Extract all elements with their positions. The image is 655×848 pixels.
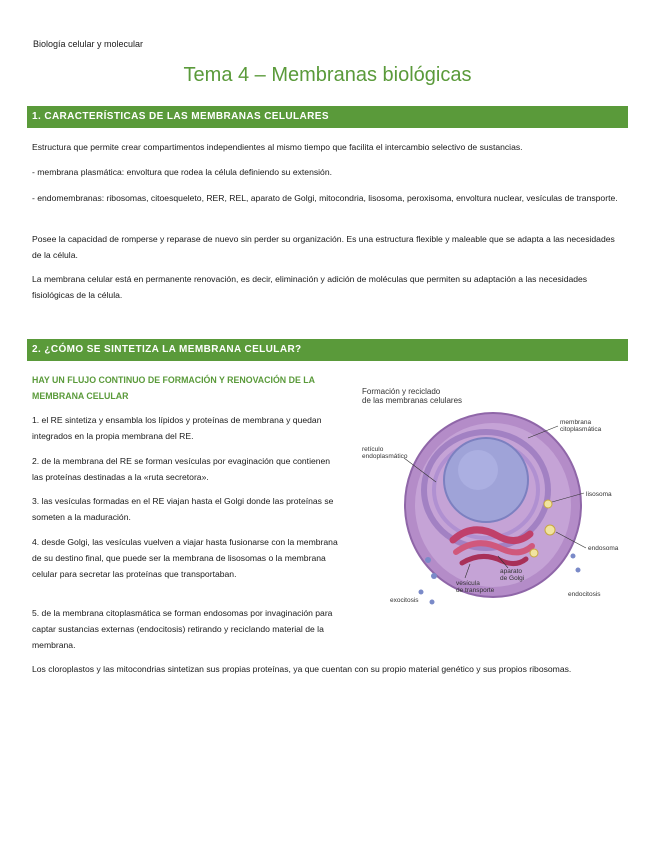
endosome-vesicle	[545, 525, 555, 535]
label-er-line2: endoplasmático	[362, 453, 408, 460]
external-particle	[576, 568, 581, 573]
label-golgi-line2: de Golgi	[500, 575, 525, 582]
label-endosome: endosoma	[588, 545, 619, 552]
secreted-particle	[430, 600, 435, 605]
label-vesicle-line1: vesícula	[456, 580, 480, 587]
step-item: 2. de la membrana del RE se forman vesículas por evaginación que contienen las proteínas destinadas a la «ruta secretora».	[32, 456, 331, 482]
vesicle	[530, 549, 538, 557]
step-item: 3. las vesículas formadas en el RE viajan hasta el Golgi donde las proteínas se someten a la maduración.	[32, 496, 334, 522]
label-er-line1: retículo	[362, 446, 384, 453]
figure-title-line1: Formación y reciclado	[362, 387, 441, 396]
nucleolus	[458, 450, 498, 490]
external-particle	[571, 554, 576, 559]
section-2-closing: Los cloroplastos y las mitocondrias sintetizan sus propias proteínas, ya que cuentan con su propio material genético y sus propios ribosomas.	[32, 664, 572, 674]
label-lysosome: lisosoma	[586, 491, 612, 498]
label-golgi-line1: aparato	[500, 568, 523, 575]
section-2-heading: 2. ¿CÓMO SE SINTETIZA LA MEMBRANA CELULAR?	[27, 339, 628, 361]
section-1-paragraph: - membrana plasmática: envoltura que rodea la célula definiendo su extensión.	[32, 167, 333, 177]
page-title: Tema 4 – Membranas biológicas	[183, 64, 472, 86]
header-note: Biología celular y molecular	[33, 39, 144, 49]
section-1-paragraph: La membrana celular está en permanente renovación, es decir, eliminación y adición de moléculas que permiten su adaptación a las necesidades fisiológicas de la célula.	[32, 274, 588, 300]
lysosome-vesicle	[544, 500, 552, 508]
vesicle	[425, 557, 431, 563]
membrane-cycle-figure	[358, 380, 628, 610]
section-1-paragraph: Estructura que permite crear compartimentos independientes al mismo tiempo que facilita el intercambio selectivo de sustancias.	[32, 142, 523, 152]
label-vesicle-line2: de transporte	[456, 587, 495, 594]
step-item: 5. de la membrana citoplasmática se forman endosomas por invaginación para captar sustancias externas (endocitosis) retirando y reciclando material de la membrana.	[32, 608, 333, 650]
label-exocytosis: exocitosis	[390, 597, 419, 604]
section-1-heading: 1. CARACTERÍSTICAS DE LAS MEMBRANAS CELULARES	[27, 106, 628, 128]
section-2-subheading: HAY UN FLUJO CONTINUO DE FORMACIÓN Y RENOVACIÓN DE LA MEMBRANA CELULAR	[32, 375, 315, 401]
secreted-particle	[419, 590, 424, 595]
vesicle	[431, 573, 437, 579]
section-1-paragraph: Posee la capacidad de romperse y reparase de nuevo sin perder su organización. Es una estructura flexible y maleable que se adapta a las necesidades de la célula.	[32, 234, 615, 260]
step-item: 1. el RE sintetiza y ensambla los lípidos y proteínas de membrana y quedan integrados en la propia membrana del RE.	[32, 415, 322, 441]
figure-title-line2: de las membranas celulares	[362, 396, 463, 405]
section-1-paragraph: - endomembranas: ribosomas, citoesqueleto, RER, REL, aparato de Golgi, mitocondria, lisosoma, peroxisoma, envoltura nuclear, vesículas de transporte.	[32, 193, 618, 203]
label-membrane-line1: membrana	[560, 419, 592, 426]
label-membrane-line2: citoplasmática	[560, 426, 602, 433]
step-item: 4. desde Golgi, las vesículas vuelven a viajar hasta fusionarse con la membrana de su destino final, que puede ser la membrana de lisosomas o la membrana celular para secretar las proteínas que transportaban.	[32, 537, 338, 579]
label-endocytosis: endocitosis	[568, 591, 601, 598]
